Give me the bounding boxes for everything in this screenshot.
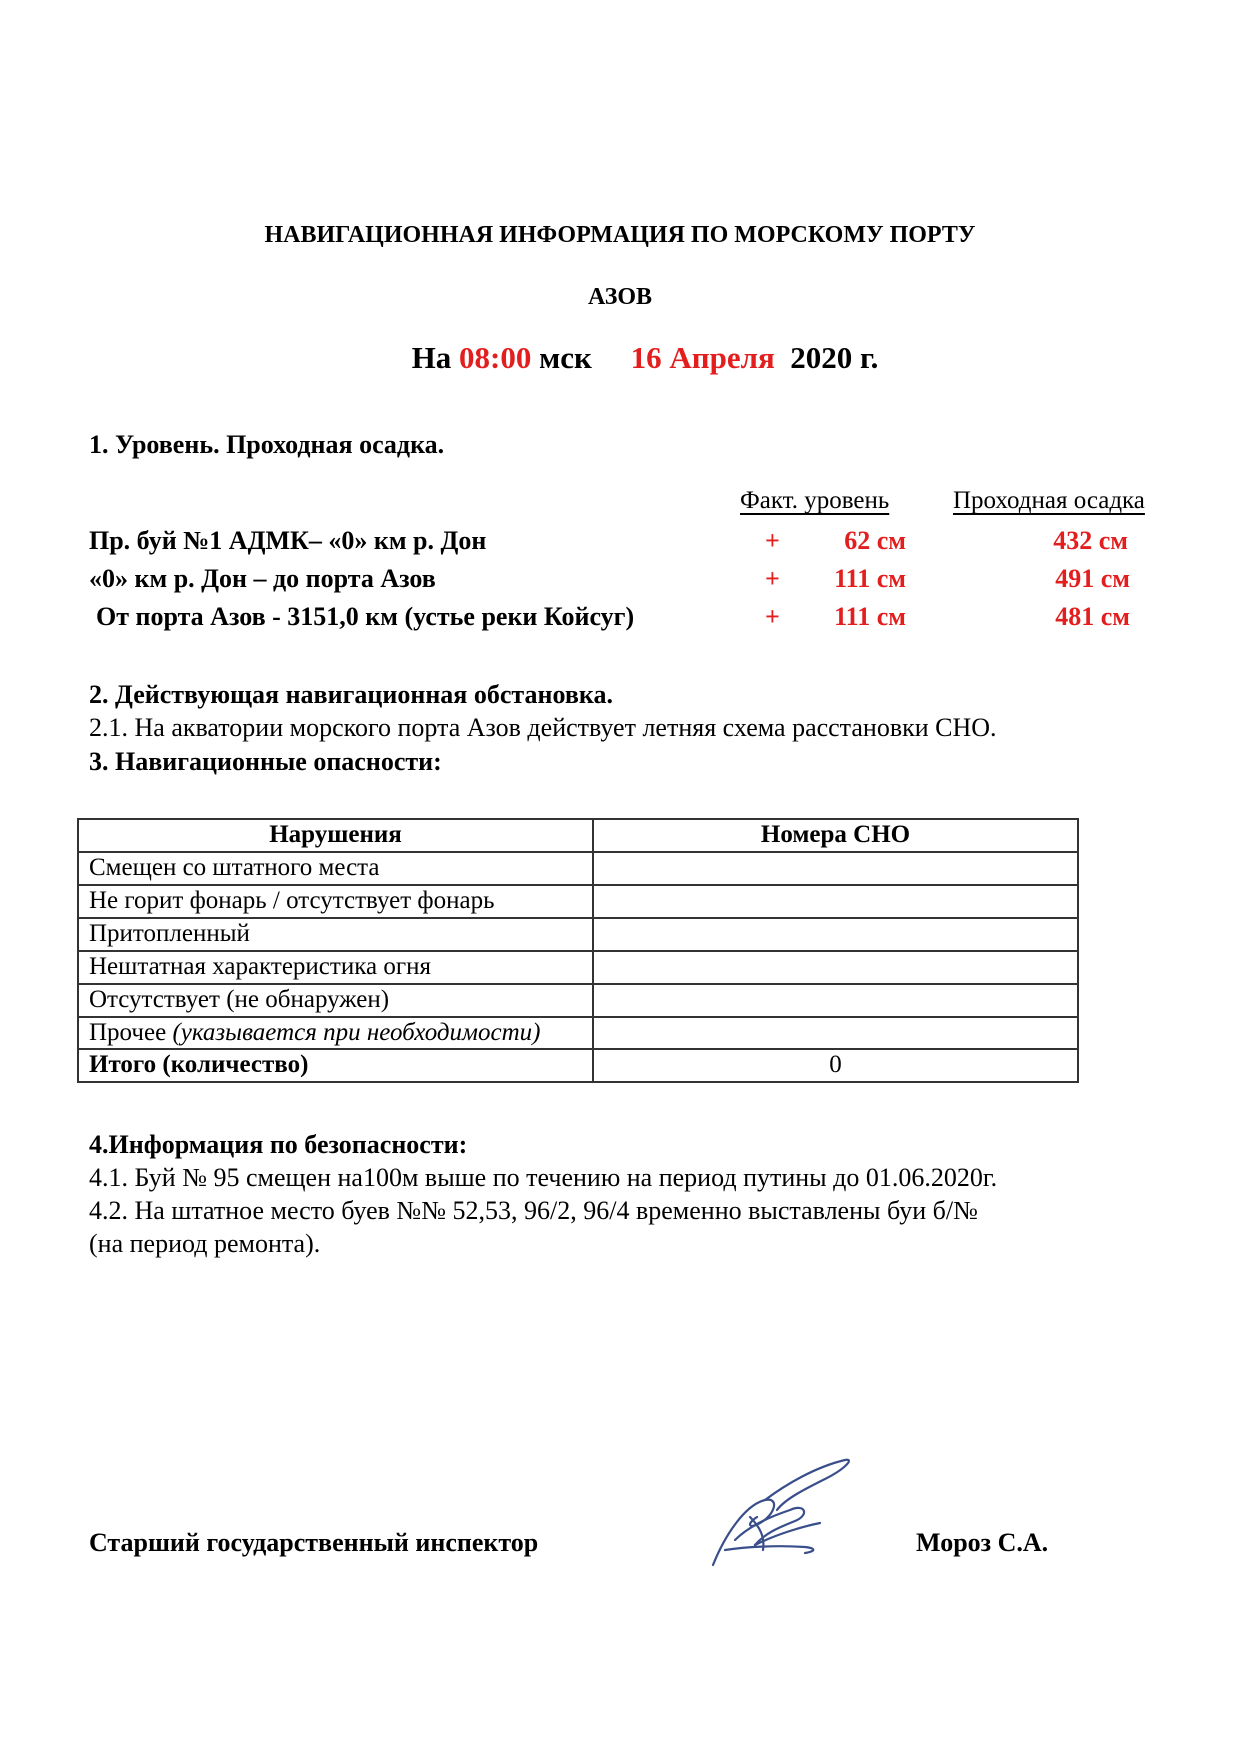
level-row-sign: + (765, 564, 780, 593)
level-row-draft: 481 см (1055, 602, 1130, 631)
level-row-label: От порта Азов - 3151,0 км (устье реки Койсуг) (96, 602, 635, 631)
table-row (78, 885, 1078, 918)
report-date: 16 Апреля (630, 340, 775, 375)
report-year: 2020 г. (790, 340, 879, 375)
total-label: Итого (количество) (78, 1049, 593, 1082)
col-header-draft: Проходная осадка (953, 487, 1145, 514)
date-prefix: На (411, 340, 452, 375)
level-row-label: Пр. буй №1 АДМК– «0» км р. Дон (89, 526, 487, 555)
violation-cell: Смещен со штатного места (78, 852, 593, 885)
table-total-row (78, 1049, 1078, 1082)
signature-image (705, 1455, 850, 1570)
level-row-level: 111 см (834, 564, 906, 593)
level-row-level: 111 см (834, 602, 906, 631)
section4-item: 4.1. Буй № 95 смещен на100м выше по течению на период путины до 01.06.2020г. (89, 1163, 998, 1192)
violation-cell: Не горит фонарь / отсутствует фонарь (78, 885, 593, 918)
col-header-violations: Нарушения (78, 819, 593, 852)
level-row-level: 62 см (844, 526, 906, 555)
numbers-cell (593, 885, 1078, 918)
section1-heading: 1. Уровень. Проходная осадка. (89, 430, 445, 459)
inspector-position: Старший государственный инспектор (89, 1528, 539, 1557)
table-row (78, 951, 1078, 984)
level-row-draft: 432 см (1053, 526, 1128, 555)
section4-heading: 4.Информация по безопасности: (89, 1130, 468, 1159)
other-label: Прочее (89, 1019, 167, 1046)
numbers-cell (593, 1017, 1078, 1049)
numbers-cell (593, 984, 1078, 1017)
section2-heading: 2. Действующая навигационная обстановка. (89, 680, 613, 709)
section4-item: (на период ремонта). (89, 1229, 321, 1258)
level-row-sign: + (765, 526, 780, 555)
level-row-sign: + (765, 602, 780, 631)
numbers-cell (593, 852, 1078, 885)
violation-cell: Нештатная характеристика огня (78, 951, 593, 984)
page-title: НАВИГАЦИОННАЯ ИНФОРМАЦИЯ ПО МОРСКОМУ ПОРТУ (264, 222, 976, 248)
violation-cell: Отсутствует (не обнаружен) (78, 984, 593, 1017)
level-row-label: «0» км р. Дон – до порта Азов (89, 564, 436, 593)
total-value: 0 (593, 1049, 1078, 1082)
table-row (78, 918, 1078, 951)
hazards-table (77, 818, 1079, 1083)
report-time: 08:00 (459, 340, 532, 375)
numbers-cell (593, 918, 1078, 951)
table-row (78, 984, 1078, 1017)
table-row (78, 1017, 1078, 1049)
level-row-draft: 491 см (1055, 564, 1130, 593)
violation-cell: Притопленный (78, 918, 593, 951)
port-name: АЗОВ (587, 284, 653, 310)
col-header-level: Факт. уровень (740, 487, 890, 514)
col-header-numbers: Номера СНО (593, 819, 1078, 852)
numbers-cell (593, 951, 1078, 984)
table-row (78, 852, 1078, 885)
section4-item: 4.2. На штатное место буев №№ 52,53, 96/2, 96/4 временно выставлены буи б/№ (89, 1196, 978, 1225)
other-note: (указывается при необходимости) (172, 1019, 541, 1046)
inspector-name: Мороз С.А. (916, 1528, 1049, 1557)
violation-cell (78, 1017, 593, 1049)
section2-item: 2.1. На акватории морского порта Азов действует летняя схема расстановки СНО. (89, 713, 997, 742)
report-datetime (0, 340, 1240, 376)
time-zone: мск (539, 340, 592, 375)
section3-heading: 3. Навигационные опасности: (89, 747, 442, 776)
